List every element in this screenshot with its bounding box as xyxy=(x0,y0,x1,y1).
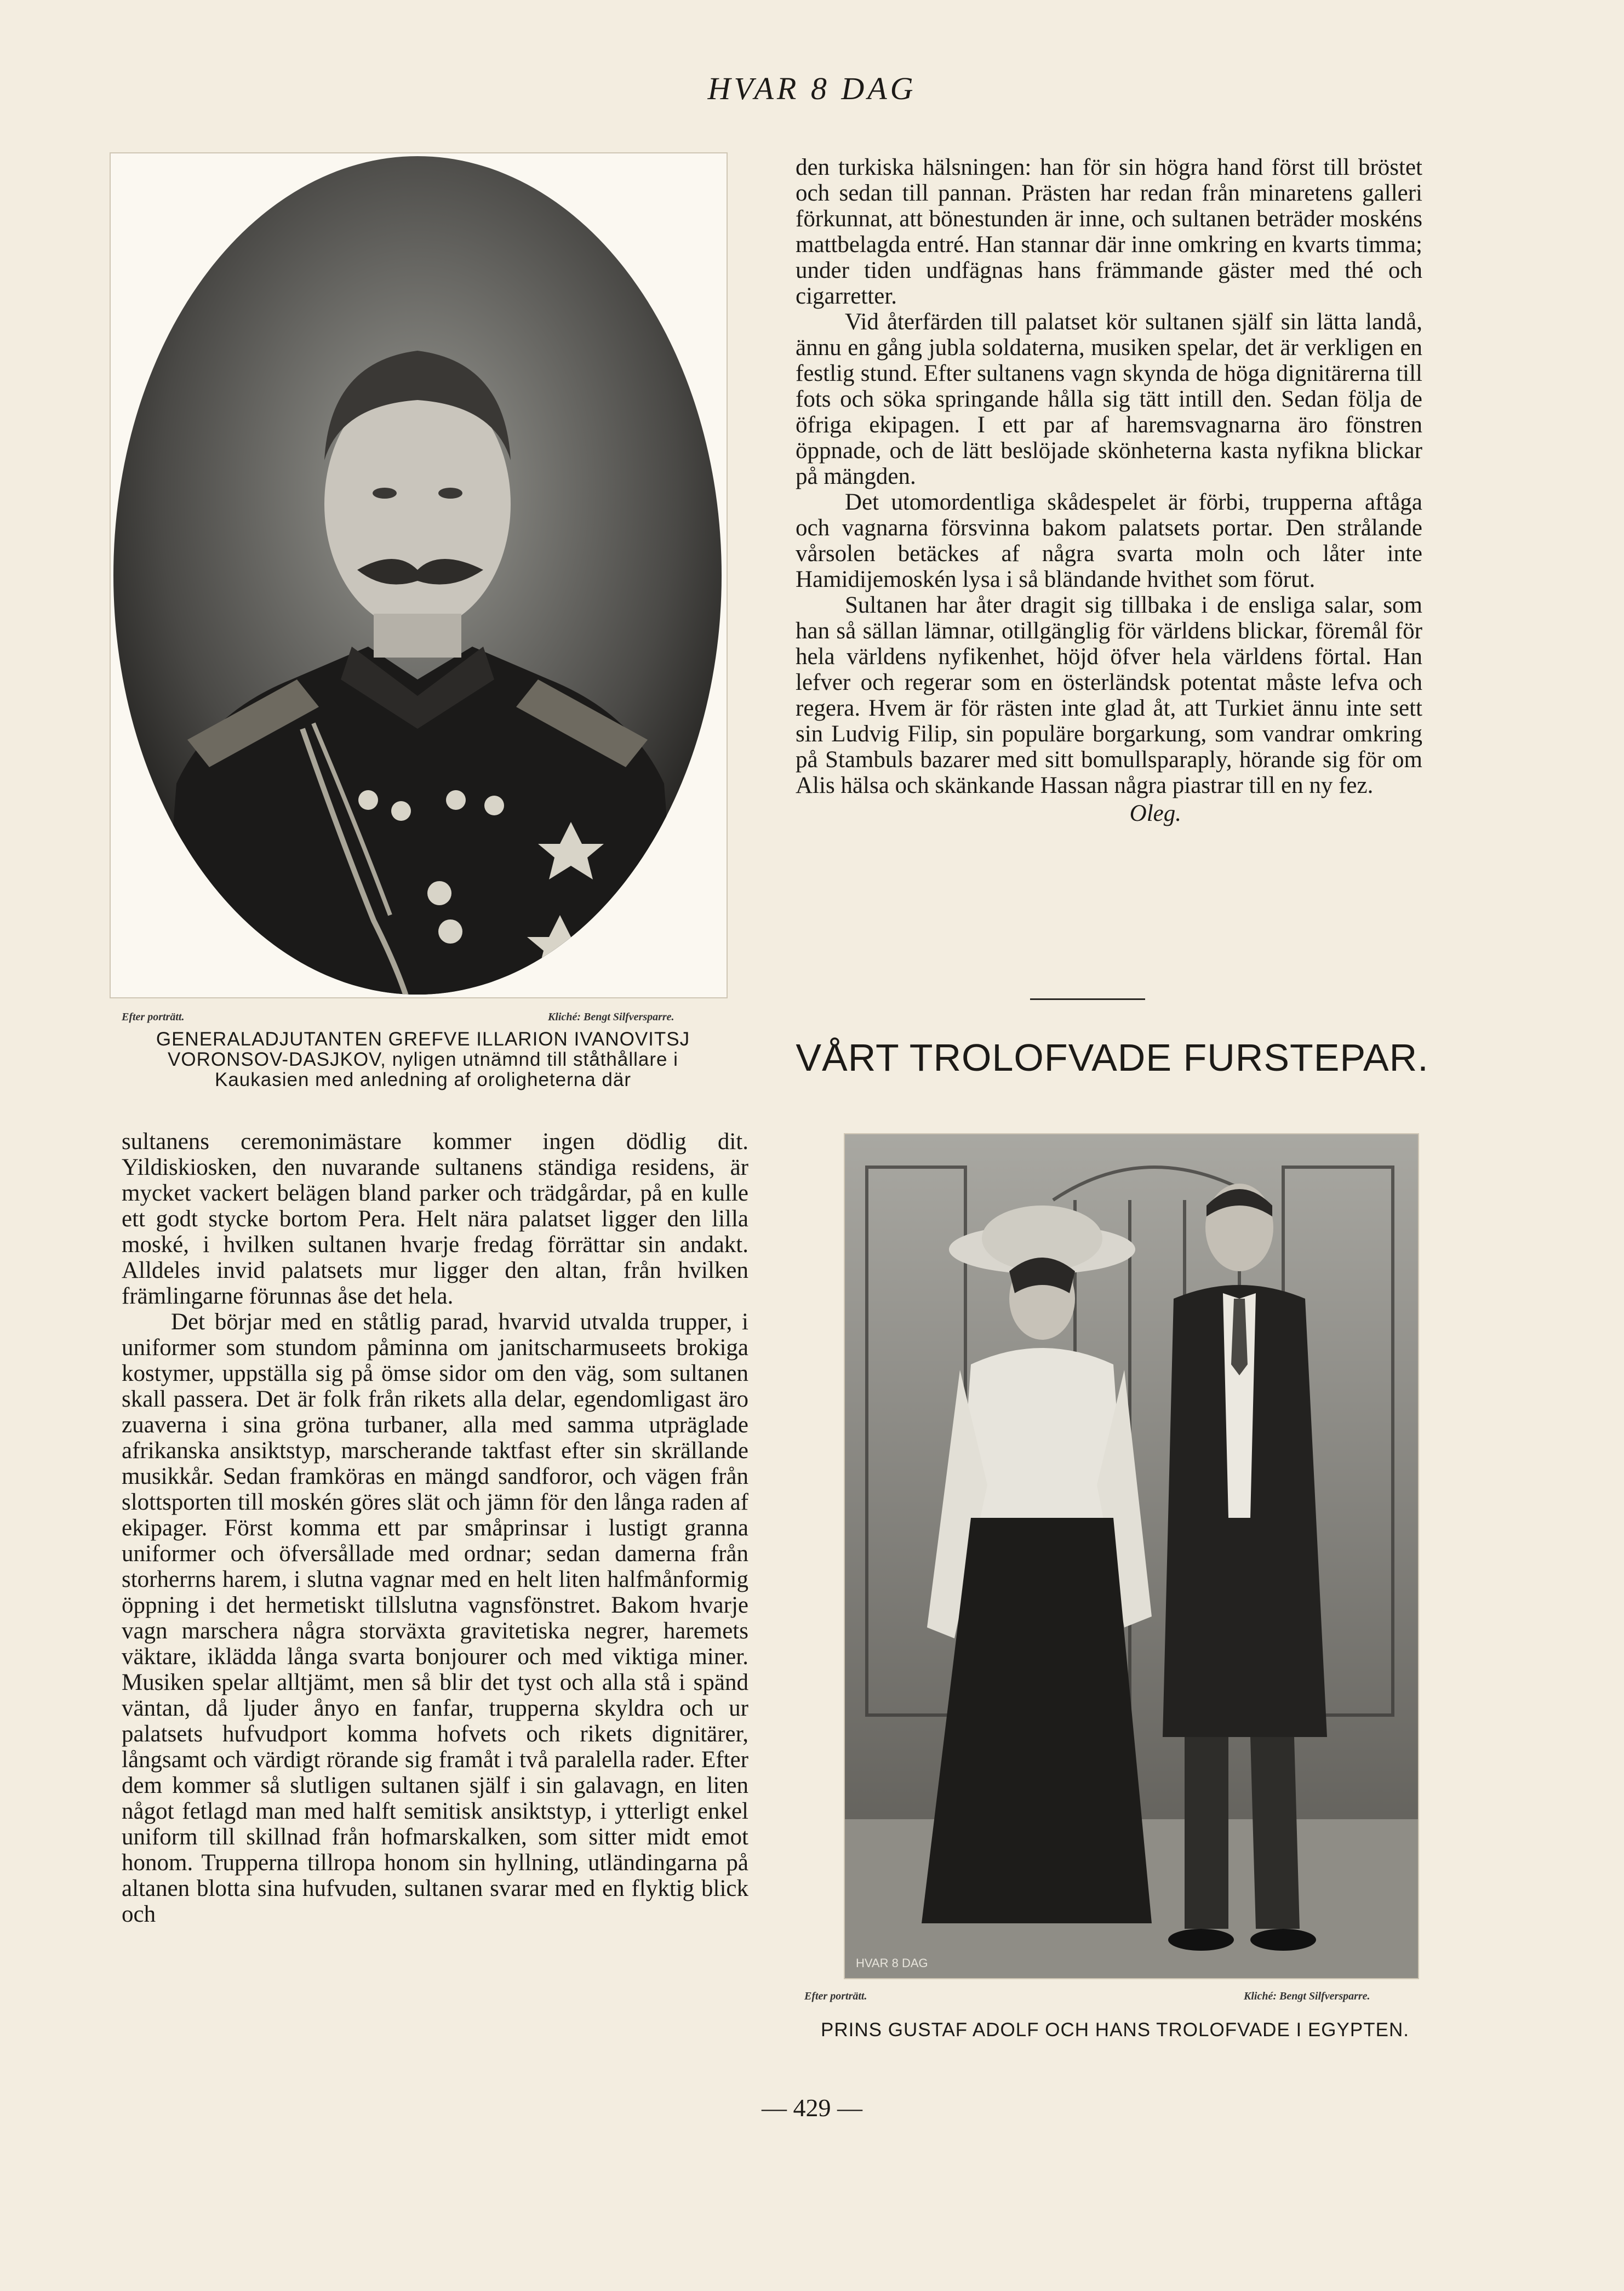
photo-watermark: HVAR 8 DAG xyxy=(856,1956,928,1970)
portrait-photo-frame xyxy=(110,152,728,998)
left-paragraph-2: Det börjar med en ståtlig parad, hvarvid utvalda trupper, i uniformer som stundom påminna om janitscharmuseets brokiga kostymer, uppställa sig på ömse sidor om den väg, som sultanen skall passera. Det är folk från rikets alla delar, egendomligast äro zuaverna i sina gröna turbaner, alla med samma utpräglade afrikanska ansiktstyp, marscherande taktfast efter sin skrällande musikkår. Sedan framköras en mängd sandforor, och vägen från slottsporten till moskén göres slät och jämn för den långa raden af ekipager. Först komma ett par småprinsar i lustigt granna uniformer och öfversållade med ordnar; sedan damerna från storherrns harem, i slutna vagnar med en helt liten halfmånformig öppning i det hermetiskt tillslutna vagnsfönstret. Bakom hvarje vagn marschera några storväxta gravitetiska negrer, haremets väktare, iklädda långa svarta bonjourer och med viktiga miner. Musiken spelar alltjämt, men så blir det tyst och alla stå i spänd väntan, då ljuder ånyo en fanfar, trupperna skyldra och ur palatsets hufvudport komma hofvets och rikets dignitärer, långsamt och värdigt rörande sig framåt i två paralella rader. Efter dem kommer så slutligen sultanen själf i sin galavagn, en liten något fetlagd man med halft semitisk ansiktstyp, i ytterligt enkel uniform till skillnad från hofmarskalken, som sitter midt emot honom. Trupperna tillropa honom sin hyllning, utländingarna på altanen blotta sina hufvuden, sultanen svarar med en flyktig blick och xyxy=(122,1309,748,1927)
left-paragraph-1: sultanens ceremonimästare kommer ingen dödlig dit. Yildiskiosken, den nuvarande sultanens ständiga residens, är mycket vackert belägen bland parker och trädgårdar, på en kulle ett godt stycke bortom Pera. Helt nära palatset ligger den lilla moské, i hvilken sultanen hvarje fredag förrättar sin andakt. Alldeles invid palatsets mur ligger den altan, från hvilken främlingarne förunnas åse det hela. xyxy=(122,1129,748,1309)
couple-photo-image xyxy=(845,1134,1418,1978)
signature: Oleg. xyxy=(1129,801,1181,826)
right-column-text xyxy=(796,155,1422,826)
photo2-credit-left: Efter porträtt. xyxy=(804,1990,867,2002)
left-column-text xyxy=(122,1129,748,1927)
portrait-caption: GENERALADJUTANTEN GREFVE ILLARION IVANOVITSJ VORONSOV-DASJKOV, nyligen utnämnd till ståthållare i Kaukasien med anledning af oroligheterna där xyxy=(156,1029,690,1090)
photo2-credit-right: Kliché: Bengt Silfversparre. xyxy=(1244,1990,1370,2002)
photo-credit-left: Efter porträtt. xyxy=(122,1011,185,1023)
running-header: HVAR 8 DAG xyxy=(707,71,917,106)
general-portrait-image xyxy=(111,153,727,997)
couple-photo-frame xyxy=(844,1133,1419,1979)
page-number: — 429 — xyxy=(762,2094,862,2122)
right-paragraph-4: Sultanen har åter dragit sig tillbaka i de ensliga salar, som han så sällan lämnar, otillgänglig för världens blickar, föremål för hela världens nyfikenhet, höjd öfver hela världens förtal. Han lefver och regerar som en österländsk potentat måste lefva och regera. Hvem är för rästen inte glad åt, att Turkiet ännu inte sett sin Ludvig Filip, sin populäre borgarkung, som vandrar omkring på Stambuls bazarer med sitt bomullsparaply, hörande sig för om Alis hälsa och skänkande Hassan några piastrar till en ny fez. xyxy=(796,592,1422,798)
right-paragraph-3: Det utomordentliga skådespelet är förbi, trupperna aftåga och vagnarna försvinna bakom palatsets portar. Den strålande vårsolen betäckes af några svarta moln och låter inte Hamidijemoskén lysa i så bländande hvithet som förut. xyxy=(796,489,1422,592)
photo-credit-right: Kliché: Bengt Silfversparre. xyxy=(548,1011,674,1023)
section-divider xyxy=(1030,998,1145,1000)
right-paragraph-1: den turkiska hälsningen: han för sin högra hand först till bröstet och sedan till pannan. Prästen har redan från minaretens galleri förkunnat, att bönestunden är inne, och sultanen beträder moskéns mattbelagda entré. Han stannar där inne omkring en kvarts timma; under tiden undfägnas hans främmande gäster med thé och cigarretter. xyxy=(796,155,1422,309)
section-title: VÅRT TROLOFVADE FURSTEPAR. xyxy=(796,1036,1429,1079)
couple-caption: PRINS GUSTAF ADOLF OCH HANS TROLOFVADE I EGYPTEN. xyxy=(821,2019,1409,2041)
right-paragraph-2: Vid återfärden till palatset kör sultanen själf sin lätta landå, ännu en gång jubla soldaterna, musiken spelar, det är verkligen en festlig stund. Efter sultanens vagn skynda de höga dignitärerna till fots och söka springande hålla sig tätt intill den. Sedan följa de öfriga ekipagen. I ett par af haremsvagnarna äro fönstren öppnade, och de lätt beslöjade skönheterna kasta nyfikna blickar på mängden. xyxy=(796,309,1422,489)
